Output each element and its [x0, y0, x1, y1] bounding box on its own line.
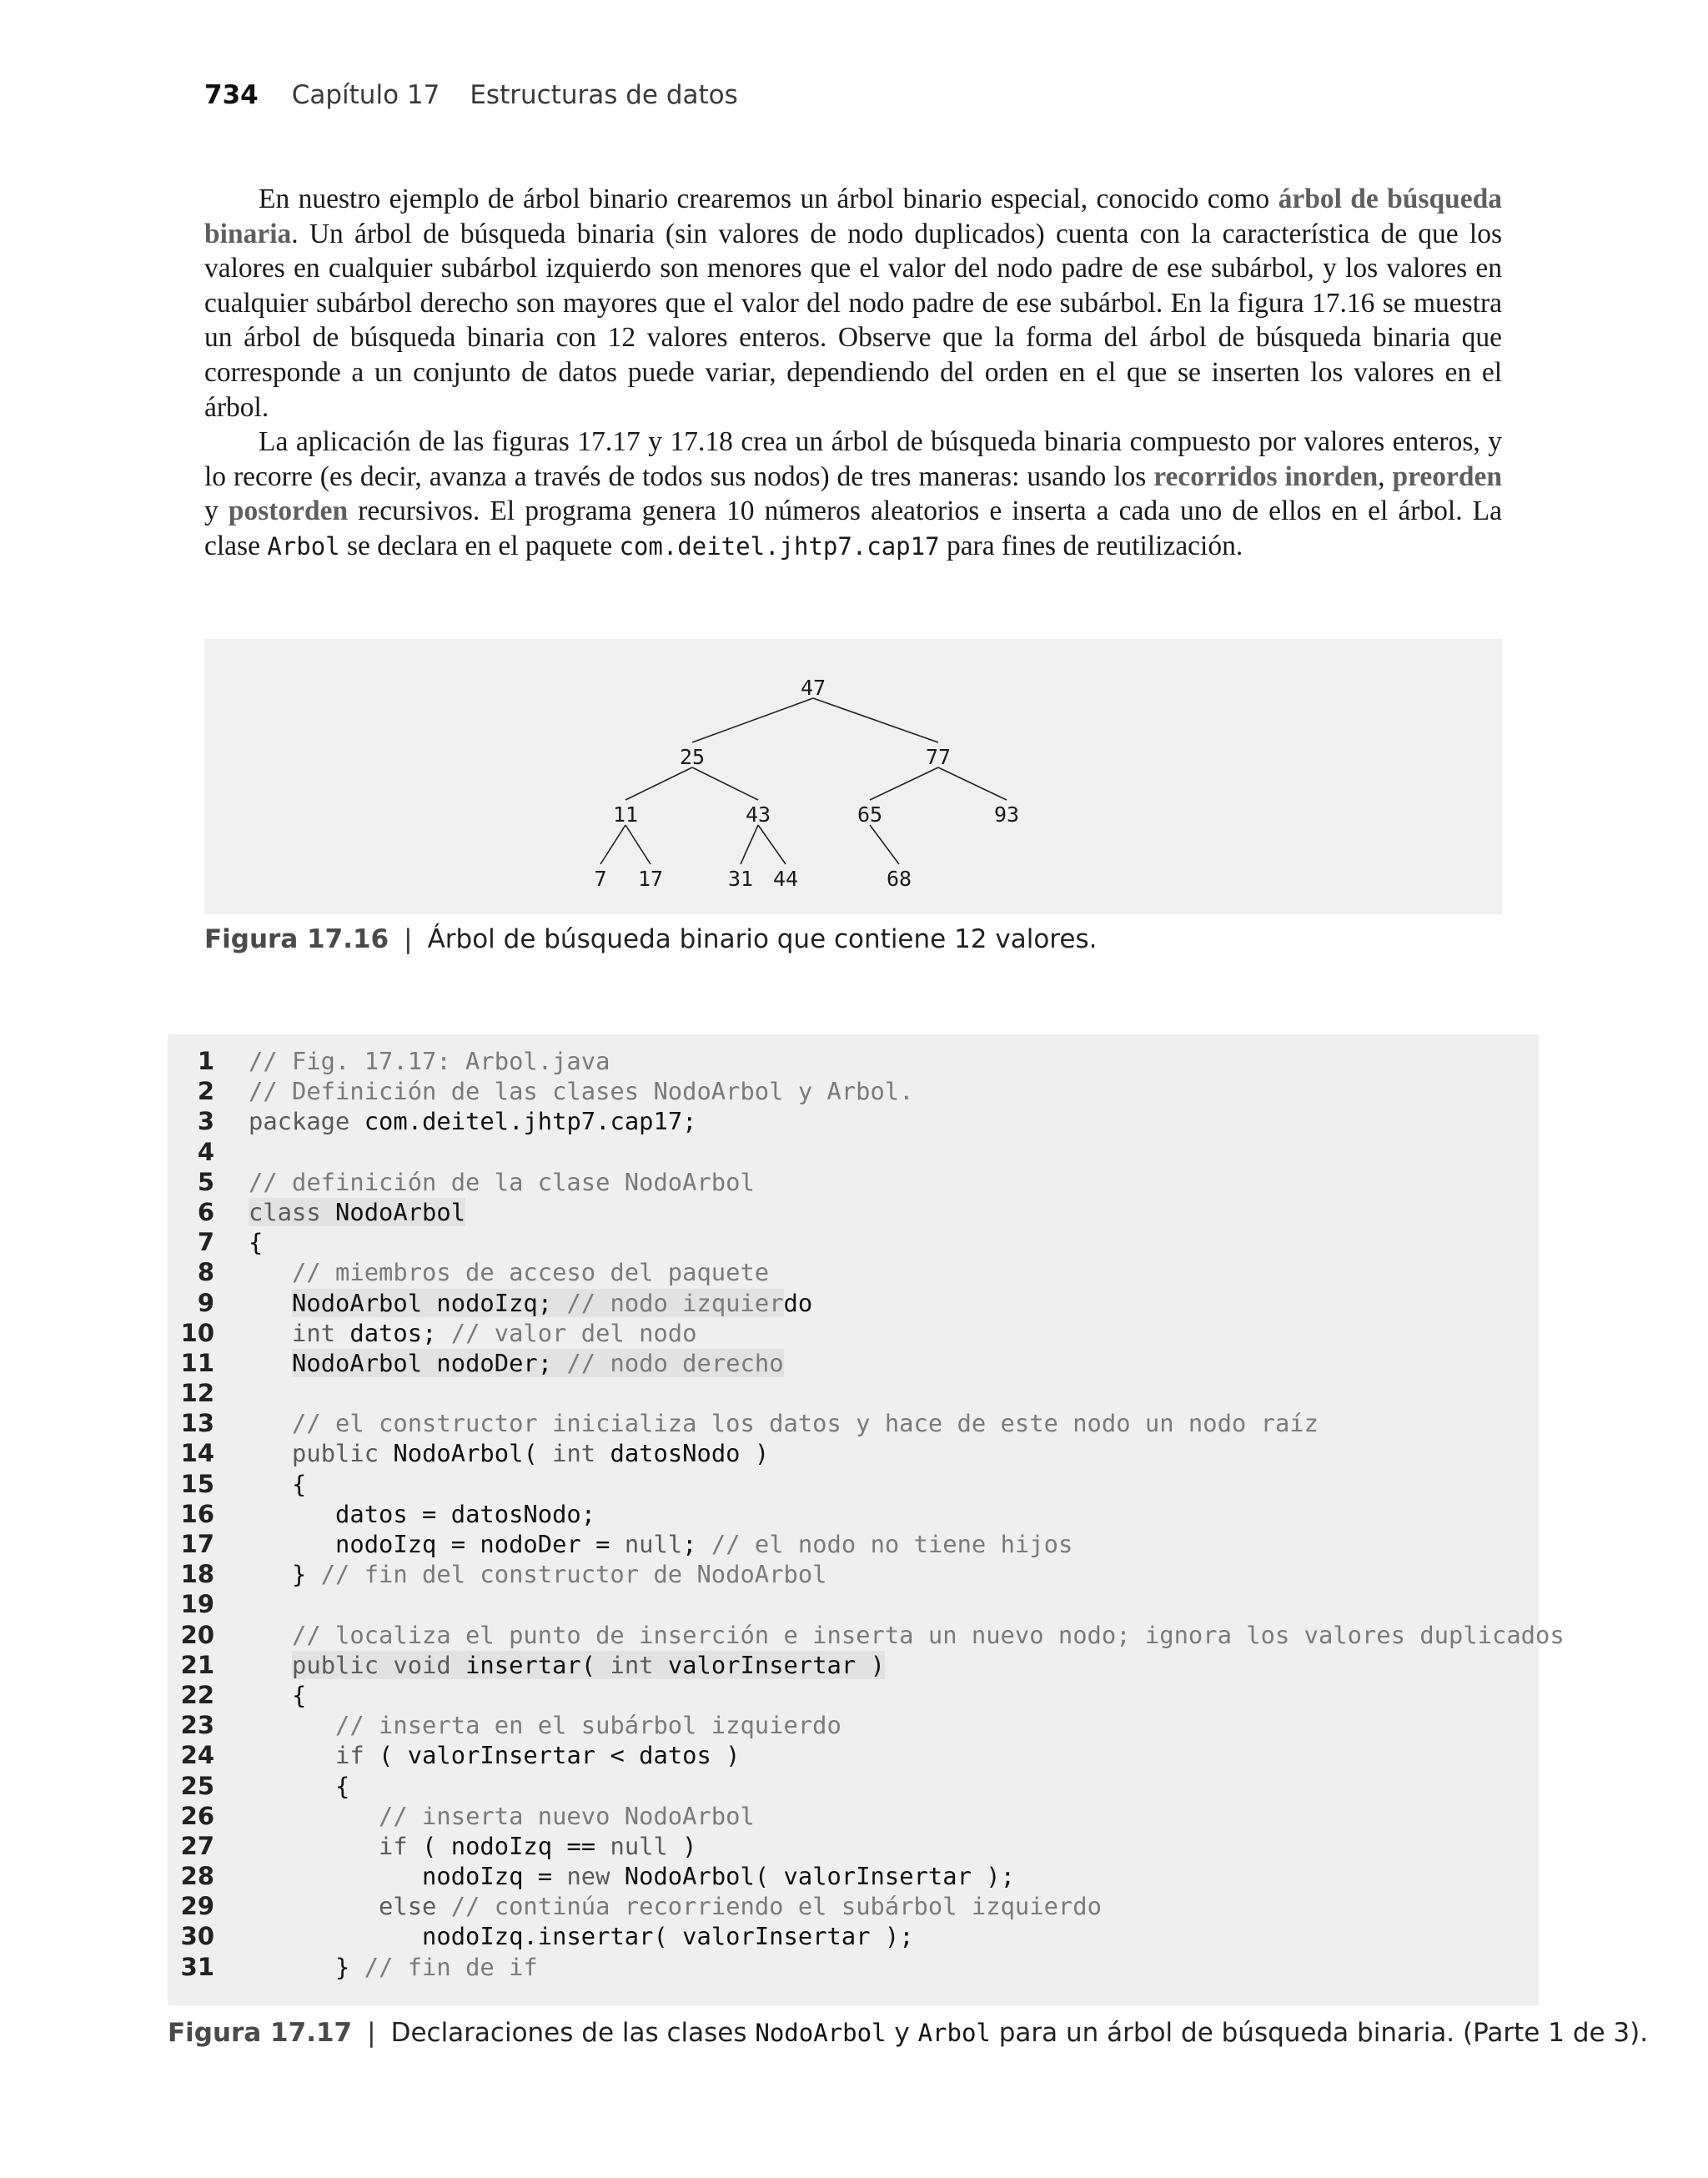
code-text: // miembros de acceso del paquete	[292, 1258, 770, 1287]
tree-node-25: 25	[679, 745, 706, 769]
tree-edge-65-68	[870, 825, 899, 864]
tree-node-17: 17	[637, 867, 664, 891]
line-number: 23	[180, 1711, 214, 1740]
code-text: // localiza el punto de inserción e inserta un nuevo nodo; ignora los valores duplicados	[292, 1620, 1565, 1649]
line-number: 21	[180, 1650, 214, 1679]
code-lines	[168, 1046, 1565, 1982]
code-text: NodoArbol nodoIzq; // nodo izquierdo	[292, 1288, 813, 1317]
term-recorridos-inorden: recorridos inorden	[1153, 460, 1379, 492]
code-listing	[168, 1034, 1565, 2005]
line-number: 15	[180, 1469, 214, 1498]
term-postorden: postorden	[228, 495, 349, 527]
code-text: } // fin de if	[249, 1952, 538, 1981]
tree-node-47: 47	[800, 676, 826, 700]
chapter-label: Capítulo 17	[291, 80, 440, 110]
code-text: NodoArbol nodoDer; // nodo derecho	[292, 1348, 784, 1377]
page-number: 734	[204, 80, 259, 110]
tree-edge-25-43	[692, 767, 758, 800]
code-line	[168, 1801, 1539, 1831]
tree-edge-25-11	[625, 767, 692, 800]
code-line	[168, 1167, 1539, 1197]
code-text: class NodoArbol	[249, 1197, 466, 1226]
line-number: 17	[180, 1530, 214, 1558]
line-number: 3	[197, 1107, 214, 1136]
paragraph-2-text-b: ,	[1378, 460, 1393, 492]
code-text: public void insertar( int valorInsertar )	[292, 1650, 885, 1679]
code-inline-arbol: Arbol	[267, 531, 340, 561]
caption-text-c: para un árbol de búsqueda binaria. (Parte 1 de 3).	[990, 2018, 1649, 2048]
code-line	[168, 1408, 1539, 1438]
paragraph-1-text-b: . Un árbol de búsqueda binaria (sin valores de nodo duplicados) cuenta con la característica de que los valores en cualquier subárbol izquierdo son menores que el valor del nodo padre de ese subárbol, y los valores en cualquier subárbol derecho son mayores que el valor del nodo padre de ese subárbol. En la figura 17.16 se muestra un árbol de búsqueda binaria con 12 valores enteros. Observe que la forma del árbol de búsqueda binaria que corresponde a un conjunto de datos puede variar, dependiendo del orden en el que se inserten los valores en el árbol.	[204, 218, 1502, 423]
line-number: 25	[180, 1771, 214, 1800]
code-text: // el constructor inicializa los datos y hace de este nodo un nodo raíz	[292, 1409, 1319, 1438]
tree-edge-11-7	[600, 825, 625, 864]
line-number: 30	[180, 1922, 214, 1951]
tree-node-77: 77	[925, 745, 952, 769]
code-line	[168, 1106, 1539, 1136]
line-number: 13	[180, 1409, 214, 1438]
code-line	[168, 1076, 1539, 1106]
code-line	[168, 1921, 1539, 1951]
tree-node-44: 44	[772, 867, 799, 891]
code-line	[168, 1046, 1539, 1076]
line-number: 8	[197, 1258, 214, 1287]
code-line	[168, 1318, 1539, 1348]
tree-node-31: 31	[727, 867, 754, 891]
code-text: // Fig. 17.17: Arbol.java	[249, 1047, 610, 1075]
code-line	[168, 1620, 1565, 1650]
line-number: 20	[180, 1620, 214, 1649]
code-text: nodoIzq = nodoDer = null; // el nodo no tiene hijos	[335, 1530, 1073, 1558]
code-text: nodoIzq = new NodoArbol( valorInsertar );	[422, 1862, 1015, 1891]
body-text	[204, 182, 1502, 565]
code-text: {	[249, 1469, 307, 1498]
code-text: if ( nodoIzq == null )	[379, 1831, 697, 1860]
paragraph-2-text-e: se declara en el paquete	[339, 530, 620, 561]
caption-text-b: y	[886, 2018, 918, 2048]
code-line	[168, 1650, 1539, 1680]
code-text: // Definición de las clases NodoArbol y Arbol.	[249, 1077, 914, 1106]
code-line	[168, 1680, 1539, 1710]
tree-edge-11-17	[625, 825, 651, 864]
code-line	[168, 1589, 1539, 1619]
code-line	[168, 1227, 1539, 1257]
line-number: 10	[180, 1318, 214, 1347]
code-line	[168, 1559, 1539, 1589]
tree-edge-77-65	[870, 767, 938, 800]
code-text: {	[249, 1680, 307, 1709]
paragraph-2-text-c: y	[204, 495, 229, 527]
tree-edge-77-93	[938, 767, 1007, 800]
paragraph-2	[204, 425, 1502, 564]
line-number: 26	[180, 1801, 214, 1830]
line-number: 19	[180, 1590, 214, 1619]
code-text: datos = datosNodo;	[335, 1499, 596, 1528]
paragraph-2-text-a: La aplicación de las figuras 17.17 y 17.18 crea un árbol de búsqueda binaria compuesto por valores enteros, y lo recorre (es decir, avanza a través de todos sus nodos) de tres maneras: usando los	[204, 426, 1502, 492]
line-number: 7	[197, 1228, 214, 1257]
paragraph-2-text-f: para fines de reutilización.	[939, 530, 1243, 561]
code-line	[168, 1438, 1539, 1468]
code-line	[168, 1378, 1539, 1408]
code-line	[168, 1197, 1539, 1227]
code-line	[168, 1891, 1539, 1921]
code-line	[168, 1861, 1539, 1891]
code-line	[168, 1831, 1539, 1861]
code-text: // definición de la clase NodoArbol	[249, 1167, 755, 1196]
line-number: 28	[180, 1862, 214, 1891]
line-number: 12	[180, 1379, 214, 1408]
line-number: 22	[180, 1680, 214, 1709]
code-line	[168, 1348, 1539, 1378]
caption-separator: |	[404, 924, 413, 954]
paragraph-1-text-a: En nuestro ejemplo de árbol binario crearemos un árbol binario especial, conocido como	[259, 184, 1278, 214]
code-text: if ( valorInsertar < datos )	[335, 1741, 741, 1770]
code-inline-arbol: Arbol	[917, 2019, 991, 2047]
tree-figure	[204, 639, 1502, 914]
line-number: 5	[197, 1167, 214, 1196]
figure-label: Figura 17.17	[168, 2018, 353, 2048]
code-text: // inserta nuevo NodoArbol	[379, 1801, 755, 1830]
line-number: 29	[180, 1892, 214, 1921]
tree-node-7: 7	[594, 867, 607, 891]
code-text: package com.deitel.jhtp7.cap17;	[249, 1107, 697, 1136]
chapter-title: Estructuras de datos	[470, 80, 738, 110]
code-line	[168, 1952, 1539, 1982]
code-text: public NodoArbol( int datosNodo )	[292, 1439, 770, 1468]
code-text: int datos; // valor del nodo	[292, 1318, 697, 1347]
caption-separator: |	[367, 2018, 376, 2048]
code-line	[168, 1529, 1539, 1559]
line-number: 2	[197, 1077, 214, 1106]
tree-edge-43-44	[758, 825, 786, 864]
figure-label: Figura 17.16	[204, 924, 389, 954]
code-line	[168, 1740, 1539, 1770]
tree-edge-47-25	[692, 698, 813, 742]
line-number: 11	[180, 1348, 214, 1377]
line-number: 14	[180, 1439, 214, 1468]
code-text: {	[249, 1228, 264, 1257]
caption-text-a: Declaraciones de las clases	[390, 2018, 756, 2048]
paragraph-2-text-d: recursivos. El programa genera 10 números aleatorios e inserta a cada uno de ellos en el árbol. La clase	[204, 495, 1503, 561]
tree-edge-47-77	[813, 698, 938, 742]
line-number: 4	[197, 1137, 214, 1166]
tree-node-11: 11	[612, 802, 639, 827]
figure-caption-17-16	[204, 924, 1097, 954]
code-line	[168, 1499, 1539, 1529]
line-number: 31	[180, 1952, 214, 1981]
code-line	[168, 1771, 1539, 1801]
figure-caption-17-17	[168, 2018, 1648, 2048]
code-text: } // fin del constructor de NodoArbol	[249, 1560, 827, 1589]
page-header	[204, 80, 738, 110]
line-number: 16	[180, 1499, 214, 1528]
figure-caption-text: Árbol de búsqueda binario que contiene 12 valores.	[427, 924, 1098, 954]
line-number: 18	[180, 1560, 214, 1589]
tree-edge-43-31	[741, 825, 758, 864]
code-inline-package: com.deitel.jhtp7.cap17	[619, 531, 940, 561]
paragraph-1	[204, 182, 1502, 425]
code-text: else // continúa recorriendo el subárbol izquierdo	[379, 1892, 1102, 1921]
code-line	[168, 1469, 1539, 1499]
tree-node-43: 43	[745, 802, 771, 827]
term-arbol-busqueda-binaria: árbol de búsqueda binaria	[204, 184, 1502, 249]
code-line	[168, 1257, 1539, 1287]
line-number: 6	[197, 1197, 214, 1226]
line-number: 27	[180, 1831, 214, 1860]
code-inline-nodoarbol: NodoArbol	[755, 2019, 887, 2047]
tree-node-68: 68	[886, 867, 912, 891]
line-number: 9	[197, 1288, 214, 1317]
code-line	[168, 1288, 1539, 1318]
code-text: // inserta en el subárbol izquierdo	[335, 1711, 841, 1740]
code-line	[168, 1137, 1539, 1167]
tree-node-65: 65	[857, 802, 883, 827]
term-preorden: preorden	[1392, 460, 1503, 492]
line-number: 1	[197, 1047, 214, 1075]
code-text: {	[249, 1771, 350, 1800]
code-line	[168, 1710, 1539, 1740]
line-number: 24	[180, 1741, 214, 1770]
tree-node-93: 93	[993, 802, 1020, 827]
code-text: nodoIzq.insertar( valorInsertar );	[422, 1922, 914, 1951]
binary-tree-diagram	[204, 639, 1502, 914]
